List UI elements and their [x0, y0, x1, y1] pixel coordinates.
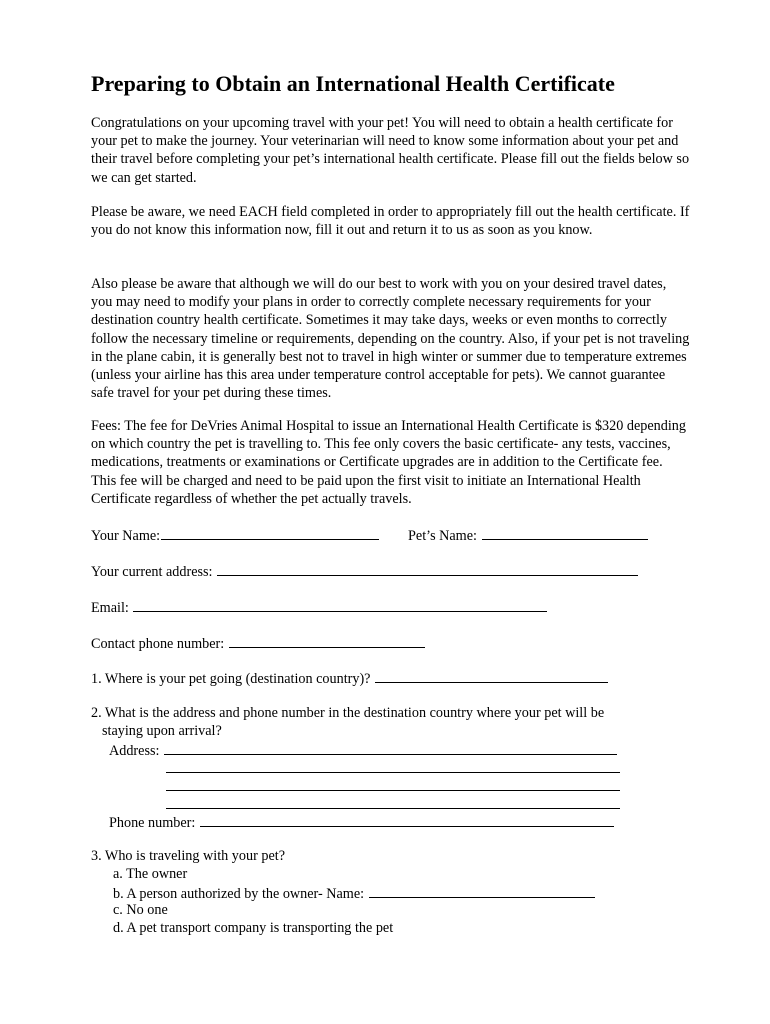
requirements-paragraph: Please be aware, we need EACH field completed in order to appropriately fill out the health certificate. If you do not know this information now, fill it out and return it to us as soon as you know.: [91, 204, 690, 239]
question-2-line-1: 2. What is the address and phone number in the destination country where your pet will be: [91, 705, 605, 721]
phone-label: Contact phone number:: [91, 636, 225, 652]
page-title: Preparing to Obtain an International Health Certificate: [91, 71, 615, 96]
destination-phone-row: [109, 812, 614, 832]
authorized-person-name-field[interactable]: [369, 883, 595, 898]
option-no-one[interactable]: c. No one: [113, 902, 168, 918]
option-pet-transport[interactable]: d. A pet transport company is transporting the pet: [113, 920, 394, 936]
destination-address-label: Address:: [109, 743, 160, 759]
travel-advisory-paragraph: Also please be aware that although we will do our best to work with you on your desired travel dates, you may need to modify your plans in order to correctly complete necessary requirements for your destination country health certificate. Sometimes it may take days, weeks or even months to correctly follow the necessary timeline or requirements, depending on the country. Also, if your pet is not traveling in the plane cabin, it is generally best not to travel in high winter or summer due to temperature extremes (unless your airline has this area under temperature control acceptable for pets). We cannot guarantee safe travel for your pet during these times.: [91, 276, 690, 402]
your-name-label: Your Name:: [91, 528, 161, 544]
question-1-text: 1. Where is your pet going (destination country)?: [91, 671, 371, 687]
pet-name-label: Pet’s Name:: [408, 528, 477, 544]
address-field[interactable]: [217, 561, 638, 576]
question-1: [91, 668, 608, 688]
phone-row: [91, 633, 425, 653]
destination-phone-field[interactable]: [200, 812, 614, 827]
your-name-field[interactable]: [161, 525, 379, 540]
email-label: Email:: [91, 600, 129, 616]
option-authorized-person-label[interactable]: b. A person authorized by the owner- Name:: [113, 886, 365, 902]
destination-country-field[interactable]: [375, 668, 608, 683]
address-label: Your current address:: [91, 564, 213, 580]
name-row: [91, 525, 379, 545]
destination-address-field-1[interactable]: [164, 740, 617, 755]
option-authorized-person: [113, 883, 595, 903]
email-field[interactable]: [133, 597, 547, 612]
pet-name-field[interactable]: [482, 525, 648, 540]
option-owner[interactable]: a. The owner: [113, 866, 188, 882]
question-3-text: 3. Who is traveling with your pet?: [91, 848, 285, 864]
destination-address-field-2[interactable]: [166, 758, 620, 773]
destination-phone-label: Phone number:: [109, 815, 196, 831]
email-row: [91, 597, 547, 617]
destination-address-field-3[interactable]: [166, 776, 620, 791]
fees-paragraph: Fees: The fee for DeVries Animal Hospital to issue an International Health Certificate is $320 depending on which country the pet is travelling to. This fee only covers the basic certificate- any tests, vaccines, medications, treatments or examinations or Certificate upgrades are in addition to the Certificate fee. This fee will be charged and need to be paid upon the first visit to initiate an International Health Certificate regardless of whether the pet actually travels.: [91, 418, 686, 507]
phone-field[interactable]: [229, 633, 425, 648]
pet-name-row: [408, 525, 648, 545]
intro-paragraph: Congratulations on your upcoming travel with your pet! You will need to obtain a health certificate for your pet to make the journey. Your veterinarian will need to know some information about your pet and their travel before completing your pet’s international health certificate. Please fill out the fields below so we can get started.: [91, 115, 690, 186]
address-row: [91, 561, 638, 581]
question-2-line-2: staying upon arrival?: [102, 723, 222, 739]
destination-address-field-4[interactable]: [166, 794, 620, 809]
